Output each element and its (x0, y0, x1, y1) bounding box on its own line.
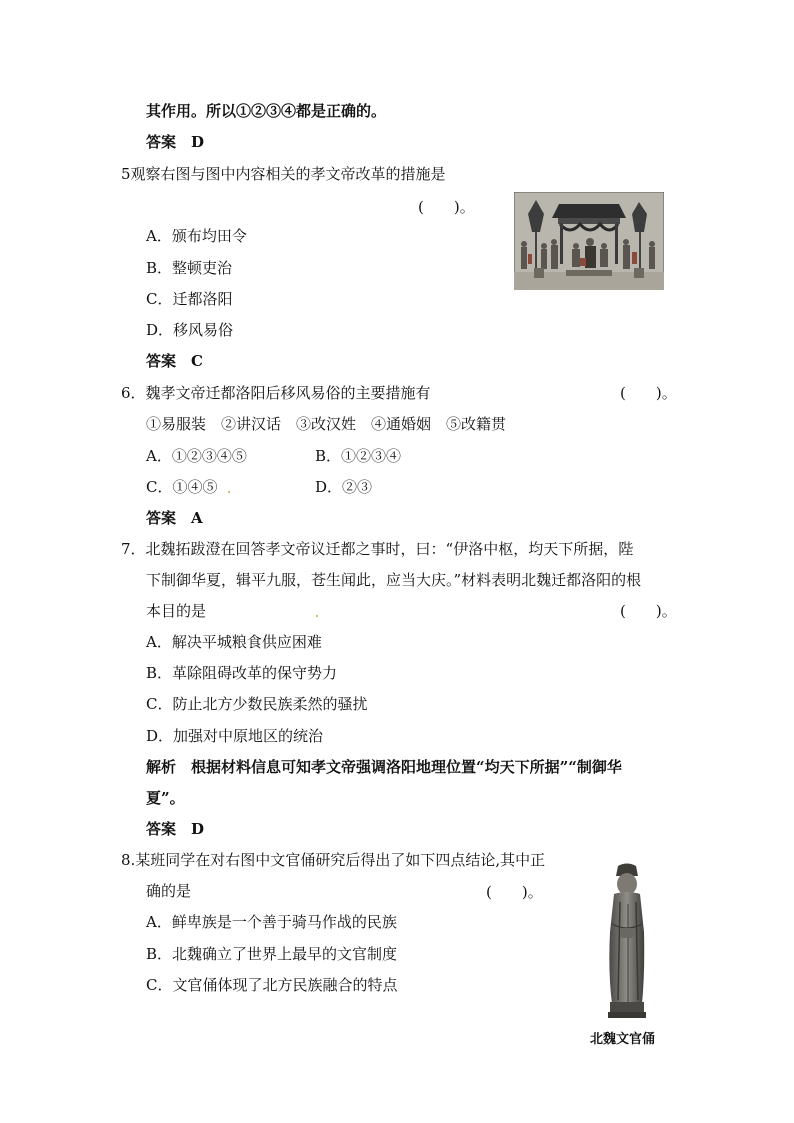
q8-stem-line1: 8.某班同学在对右图中文官俑研究后得出了如下四点结论,其中正 (121, 851, 546, 869)
q8-blank: ( )。 (486, 883, 543, 901)
q7-option-b: B．革除阻碍改革的保守势力 (146, 664, 338, 682)
q6-blank: ( )。 (620, 384, 677, 402)
q6-answer: 答案 A (146, 509, 203, 527)
q8-stem-line2: 确的是 (146, 882, 192, 900)
q6-stem: 6．魏孝文帝迁都洛阳后移风易俗的主要措施有 (121, 384, 431, 402)
q6-option-d: D．②③ (315, 478, 373, 496)
q5-option-b: B．整顿吏治 (146, 259, 233, 277)
q7-explanation-line1: 解析 根据材料信息可知孝文帝强调洛阳地理位置“均天下所据”“制御华 (146, 758, 622, 776)
q7-option-a: A．解决平城粮食供应困难 (146, 633, 322, 651)
q6-items: ①易服装 ②讲汉话 ③改汉姓 ④通婚姻 ⑤改籍贯 (146, 415, 507, 433)
q5-stem: 5观察右图与图中内容相关的孝文帝改革的措施是 (121, 165, 446, 183)
stray-dot (316, 615, 318, 617)
statue-image (598, 862, 656, 1020)
stray-dot (228, 491, 230, 493)
q7-answer: 答案 D (146, 820, 205, 838)
continued-explanation: 其作用。所以①②③④都是正确的。 (146, 102, 387, 120)
q5-blank: ( )。 (418, 198, 475, 216)
q8-option-c: C．文官俑体现了北方民族融合的特点 (146, 976, 398, 994)
q5-option-d: D．移风易俗 (146, 321, 234, 339)
q5-answer: 答案 C (146, 352, 203, 370)
q7-option-c: C．防止北方少数民族柔然的骚扰 (146, 695, 368, 713)
q7-explanation-line2: 夏”。 (146, 789, 185, 807)
q7-stem-line2: 下制御华夏，辑平九服，苍生闻此，应当大庆。”材料表明北魏迁都洛阳的根 (146, 571, 642, 589)
statue-caption: 北魏文官俑 (590, 1032, 656, 1047)
q7-option-d: D．加强对中原地区的统治 (146, 727, 324, 745)
q7-stem-line3: 本目的是 (146, 602, 207, 620)
q5-option-a: A．颁布均田令 (146, 227, 247, 245)
q6-option-a: A．①②③④⑤ (146, 447, 247, 465)
q7-blank: ( )。 (620, 602, 677, 620)
q6-option-c: C．①④⑤ (146, 478, 218, 496)
mural-image (514, 192, 664, 290)
q8-option-b: B．北魏确立了世界上最早的文官制度 (146, 945, 398, 963)
answer-4: 答案 D (146, 133, 205, 151)
q7-stem-line1: 7．北魏拓跋澄在回答孝文帝议迁都之事时，曰：“伊洛中枢，均天下所据，陛 (121, 540, 634, 558)
q8-option-a: A．鲜卑族是一个善于骑马作战的民族 (146, 913, 397, 931)
q5-option-c: C．迁都洛阳 (146, 290, 233, 308)
q6-option-b: B．①②③④ (315, 447, 402, 465)
